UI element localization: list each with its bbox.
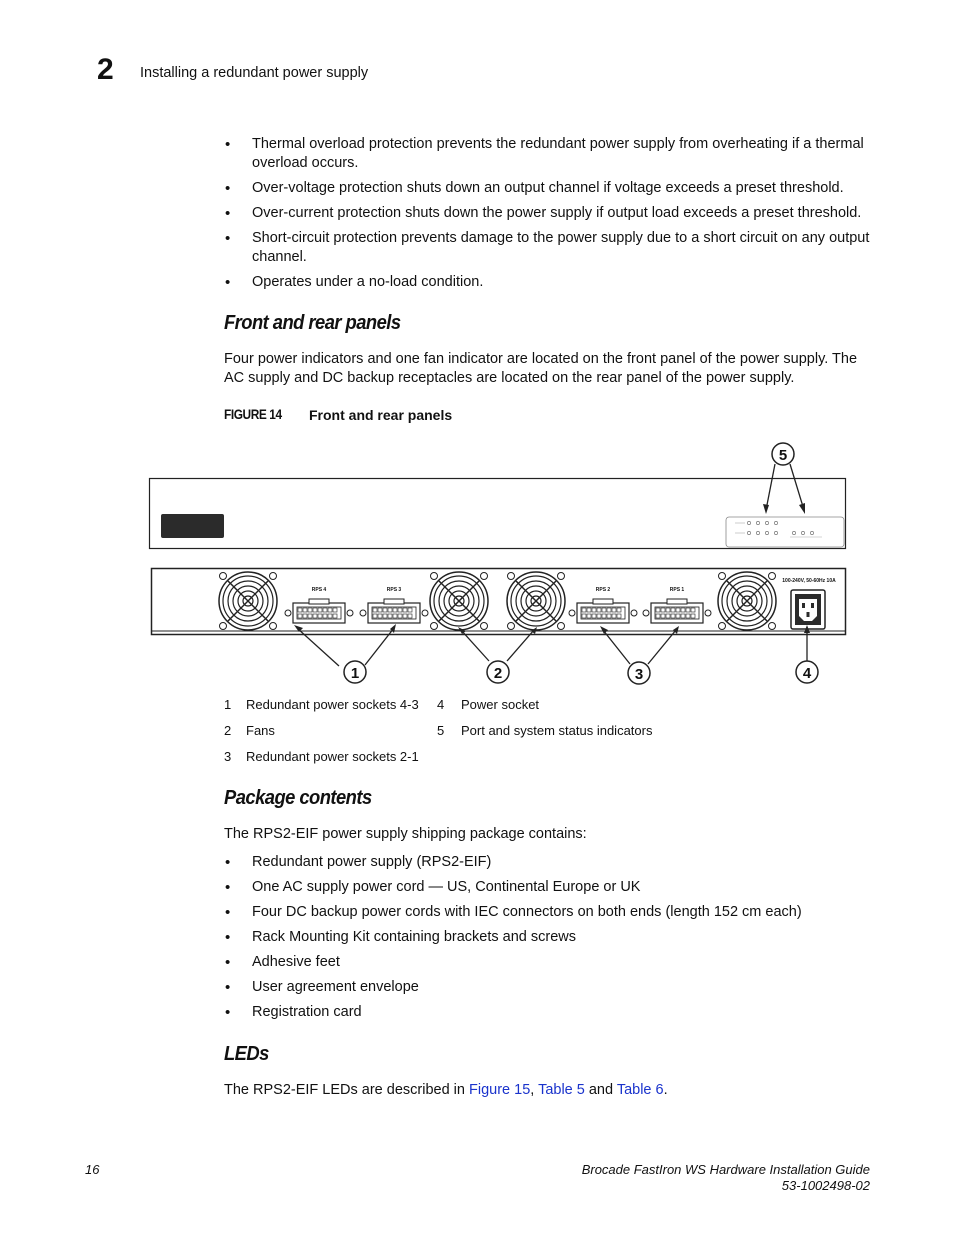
fan-1 — [219, 572, 277, 630]
list-item: • Registration card — [224, 1003, 874, 1022]
status-indicator-panel — [726, 517, 844, 547]
legend-num-1: 1 — [224, 697, 232, 712]
figure-caption: Front and rear panels — [309, 407, 453, 423]
rps1-socket — [643, 599, 711, 623]
legend-num-4: 4 — [437, 697, 445, 712]
list-item: • Over-current protection shuts down the power supply if output load exceeds a preset threshold. — [224, 204, 874, 223]
list-item: • One AC supply power cord — US, Continental Europe or UK — [224, 878, 874, 897]
package-list — [224, 853, 874, 1028]
list-item: • Adhesive feet — [224, 953, 874, 972]
leds-paragraph: The RPS2-EIF LEDs are described in Figure 15, Table 5 and Table 6. — [224, 1082, 668, 1098]
list-item: • Operates under a no-load condition. — [224, 273, 874, 292]
figure-label: FIGURE 14 — [224, 406, 282, 422]
rps3-label: RPS 3 — [386, 587, 402, 593]
list-item: • User agreement envelope — [224, 978, 874, 997]
legend-text-3: Redundant power sockets 2-1 — [246, 749, 419, 764]
table-5-link[interactable]: Table 5 — [538, 1082, 585, 1098]
callout-2-label: 2 — [493, 665, 503, 682]
page-number: 16 — [85, 1162, 100, 1177]
rps3-socket — [360, 599, 428, 623]
rps1-label: RPS 1 — [669, 587, 685, 593]
legend-text-4: Power socket — [461, 697, 540, 712]
list-item: • Thermal overload protection prevents the redundant power supply from overheating if a thermal overload occurs. — [224, 135, 874, 173]
fan-4 — [718, 572, 776, 630]
legend-text-5: Port and system status indicators — [461, 723, 653, 738]
doc-number: 53-1002498-02 — [781, 1178, 870, 1193]
section-heading-front-rear: Front and rear panels — [224, 312, 401, 334]
figure-15-link[interactable]: Figure 15 — [469, 1082, 531, 1098]
rps4-label: RPS 4 — [311, 587, 327, 593]
legend-num-2: 2 — [224, 723, 232, 738]
callout-5-label: 5 — [778, 447, 788, 464]
brand-plate — [161, 514, 224, 538]
power-rating-label: 100-240V, 50-60Hz 10A — [782, 578, 836, 584]
legend-num-5: 5 — [437, 723, 445, 738]
legend-num-3: 3 — [224, 749, 232, 764]
list-item: • Short-circuit protection prevents damage to the power supply due to a short circuit on any output channel. — [224, 229, 874, 267]
list-item: • Over-voltage protection shuts down an output channel if voltage exceeds a preset threshold. — [224, 179, 874, 198]
chapter-number: 2 — [97, 53, 114, 86]
chapter-title: Installing a redundant power supply — [140, 65, 369, 81]
list-item: • Redundant power supply (RPS2-EIF) — [224, 853, 874, 872]
table-6-link[interactable]: Table 6 — [616, 1082, 664, 1098]
panels-diagram — [0, 430, 954, 695]
fan-2 — [430, 572, 488, 630]
callout-4-label: 4 — [802, 665, 812, 682]
callout-1-label: 1 — [350, 665, 360, 682]
protection-list — [224, 135, 874, 298]
section-heading-package: Package contents — [224, 787, 372, 809]
rps4-socket — [285, 599, 353, 623]
list-item: • Rack Mounting Kit containing brackets and screws — [224, 928, 874, 947]
guide-title: Brocade FastIron WS Hardware Installation Guide — [581, 1162, 870, 1177]
legend-text-1: Redundant power sockets 4-3 — [246, 697, 419, 712]
section-heading-leds: LEDs — [224, 1043, 269, 1065]
callout-3-label: 3 — [634, 666, 644, 683]
legend-text-2: Fans — [246, 723, 275, 738]
list-item: • Four DC backup power cords with IEC connectors on both ends (length 152 cm each) — [224, 903, 874, 922]
front-rear-paragraph: Four power indicators and one fan indicator are located on the front panel of the power supply. The AC supply and DC backup receptacles are located on the rear panel of the power supply. — [224, 351, 858, 386]
fan-3 — [507, 572, 565, 630]
rps2-label: RPS 2 — [595, 587, 611, 593]
package-intro: The RPS2-EIF power supply shipping package contains: — [224, 826, 587, 842]
rps2-socket — [569, 599, 637, 623]
